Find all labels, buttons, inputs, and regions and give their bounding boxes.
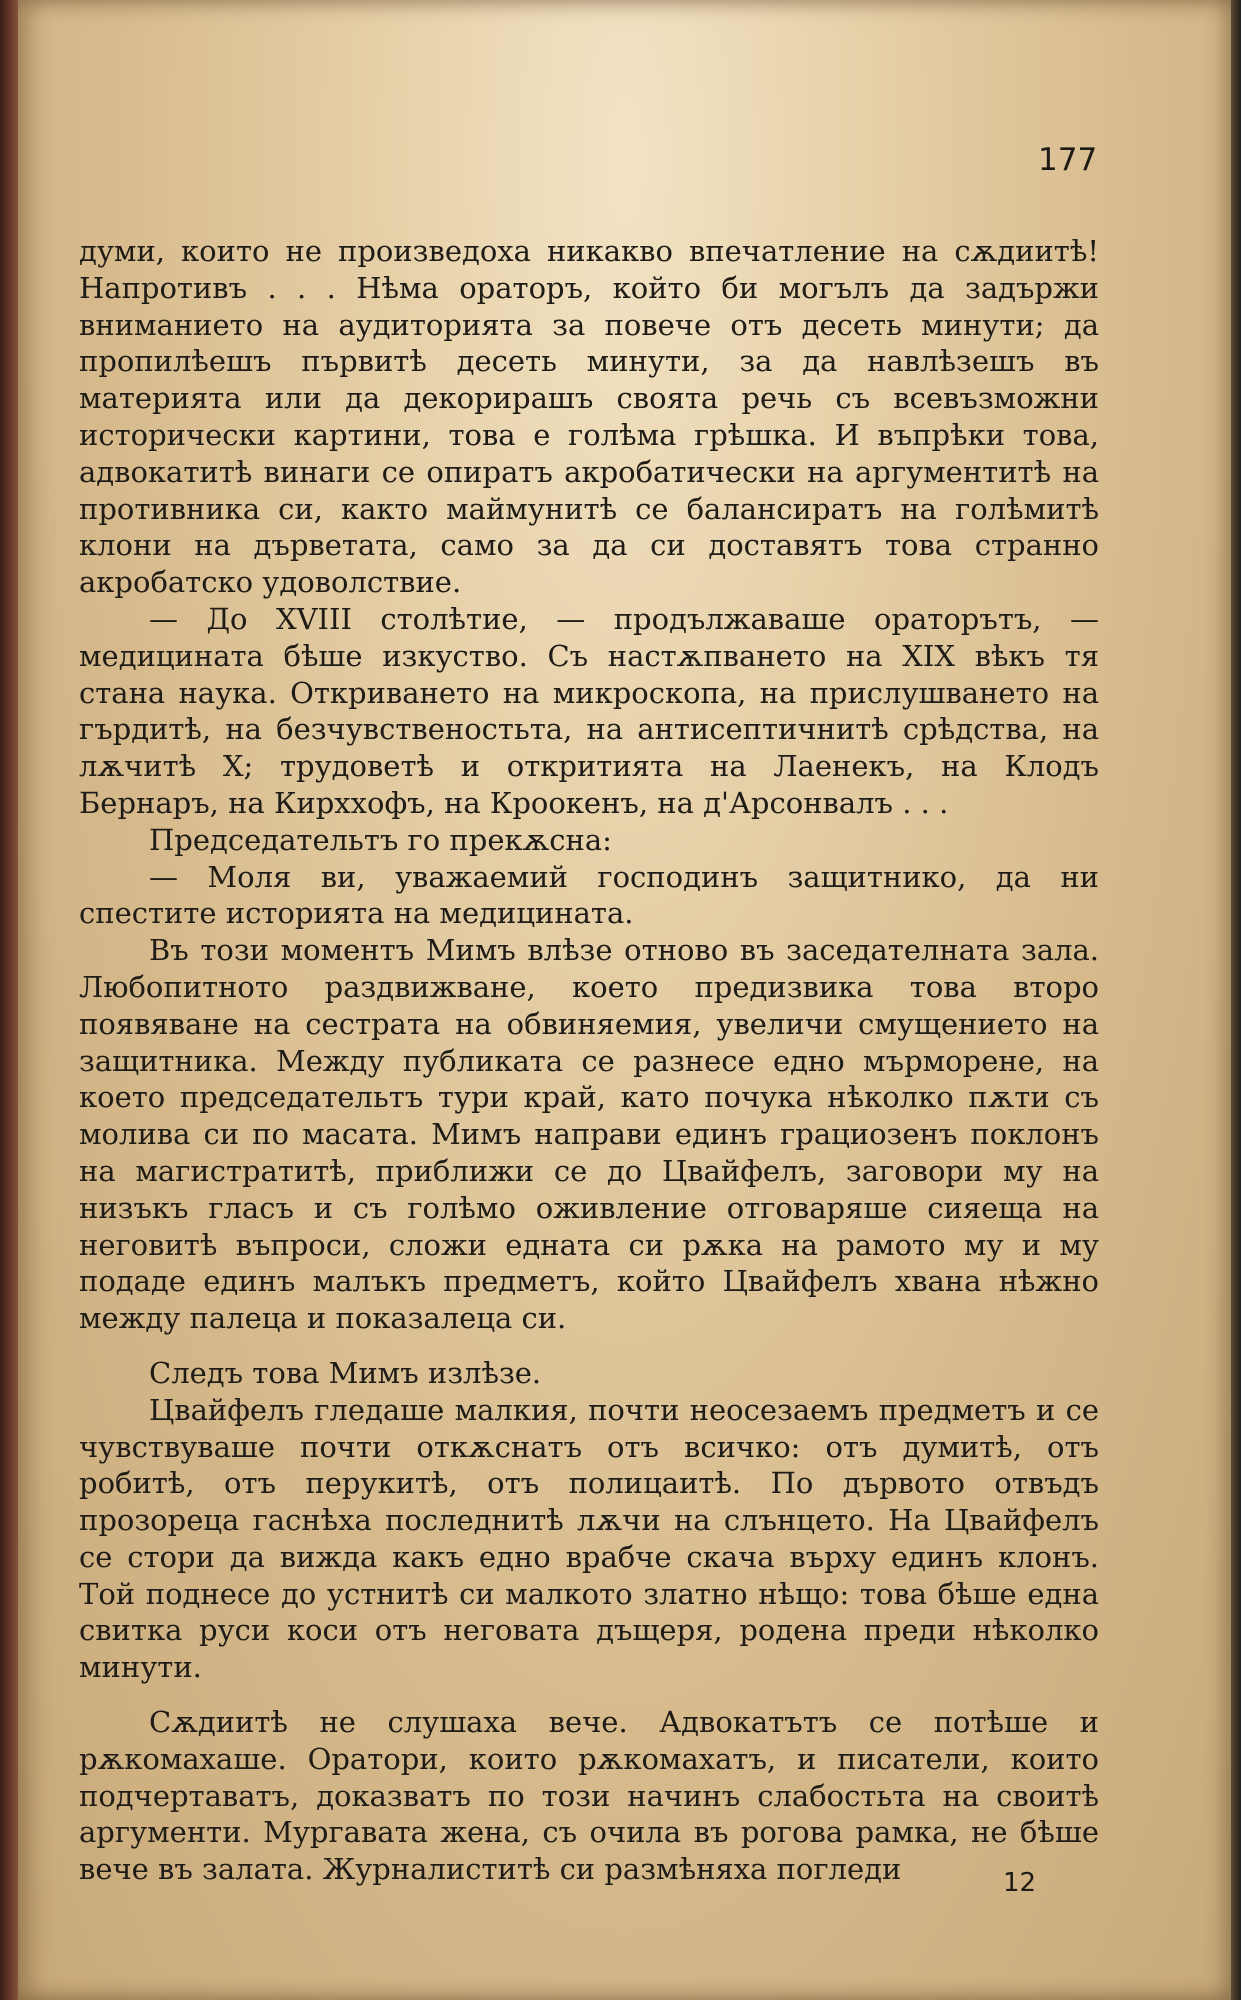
paragraph-4: — Моля ви, уважаемий господинъ защитнико, да ни спестите историята на медицината. — [79, 859, 1099, 931]
page-right-edge — [1231, 0, 1241, 2000]
paragraph-2: — До XVIII столѣтие, — продължаваше ораторътъ, — медицината бѣше изкуство. Съ настѫпването на XIX вѣкъ тя стана наука. Откриването на микроскопа, на прислушването на гърдитѣ, на безчувственостьта, на антисептичнитѣ срѣдства, на лѫчитѣ X; трудоветѣ и откритията на Лаенекъ, на Клодъ Бернаръ, на Кирххофъ, на Кроокенъ, на д'Арсонвалъ . . . — [79, 601, 1099, 820]
book-binding-edge — [0, 0, 20, 2000]
book-page — [18, 0, 1231, 2000]
paragraph-3: Председательтъ го прекѫсна: — [149, 822, 612, 857]
body-text — [79, 233, 1099, 1888]
paragraph-5: Въ този моментъ Мимъ влѣзе отново въ заседателната зала. Любопитното раздвижване, което предизвика това второ появяване на сестрата на обвиняемия, увеличи смущението на защитника. Между публиката се разнесе едно мърморене, на което председательтъ тури край, като почука нѣколко пѫти съ молива си по масата. Мимъ направи единъ грациозенъ поклонъ на магистратитѣ, приближи се до Цвайфелъ, заговори му на низъкъ гласъ и съ голѣмо оживление отговаряше сияеща на неговитѣ въпроси, сложи едната си рѫка на рамото му и му подаде единъ малъкъ предметъ, който Цвайфелъ хвана нѣжно между палеца и показалеца си. — [79, 933, 1099, 1336]
paragraph-8: Сѫдиитѣ не слушаха вече. Адвокатътъ се потѣше и рѫкомахаше. Оратори, които рѫкомахатъ, и писатели, които подчертаватъ, доказватъ по този начинъ слабостьта на своитѣ аргументи. Мургавата жена, съ очила въ рогова рамка, не бѣше вече въ залата. Журналиститѣ си размѣняха погледи — [79, 1705, 1099, 1887]
signature-mark: 12 — [1003, 1868, 1037, 1898]
paragraph-6: Следъ това Мимъ излѣзе. — [149, 1355, 542, 1390]
paragraph-1: думи, които не произведоха никакво впечатление на сѫдиитѣ! Напротивъ . . . Нѣма ораторъ, който би могълъ да задържи вниманието на аудиторията за повече отъ десеть минути; да пропилѣешъ първитѣ десеть минути, за да навлѣзешъ въ материята или да декорирашъ своята речь съ всевъзможни исторически картини, това е голѣма грѣшка. И въпрѣки това, адвокатитѣ винаги се опиратъ акробатически на аргументитѣ на противника си, както маймунитѣ се балансиратъ на голѣмитѣ клони на дърветата, само за да си доставятъ това странно акробатско удоволствие. — [79, 234, 1099, 600]
paragraph-7: Цвайфелъ гледаше малкия, почти неосезаемъ предметъ и се чувствуваше почти откѫснатъ отъ всичко: отъ думитѣ, отъ робитѣ, отъ перукитѣ, отъ полицаитѣ. По дървото отвъдъ прозореца гаснѣха последнитѣ лѫчи на слънцето. На Цвайфелъ се стори да вижда какъ едно врабче скача върху единъ клонъ. Той поднесе до устнитѣ си малкото златно нѣщо: това бѣше една свитка руси коси отъ неговата дъщеря, родена преди нѣколко минути. — [79, 1392, 1099, 1685]
page-number: 177 — [1038, 142, 1098, 178]
